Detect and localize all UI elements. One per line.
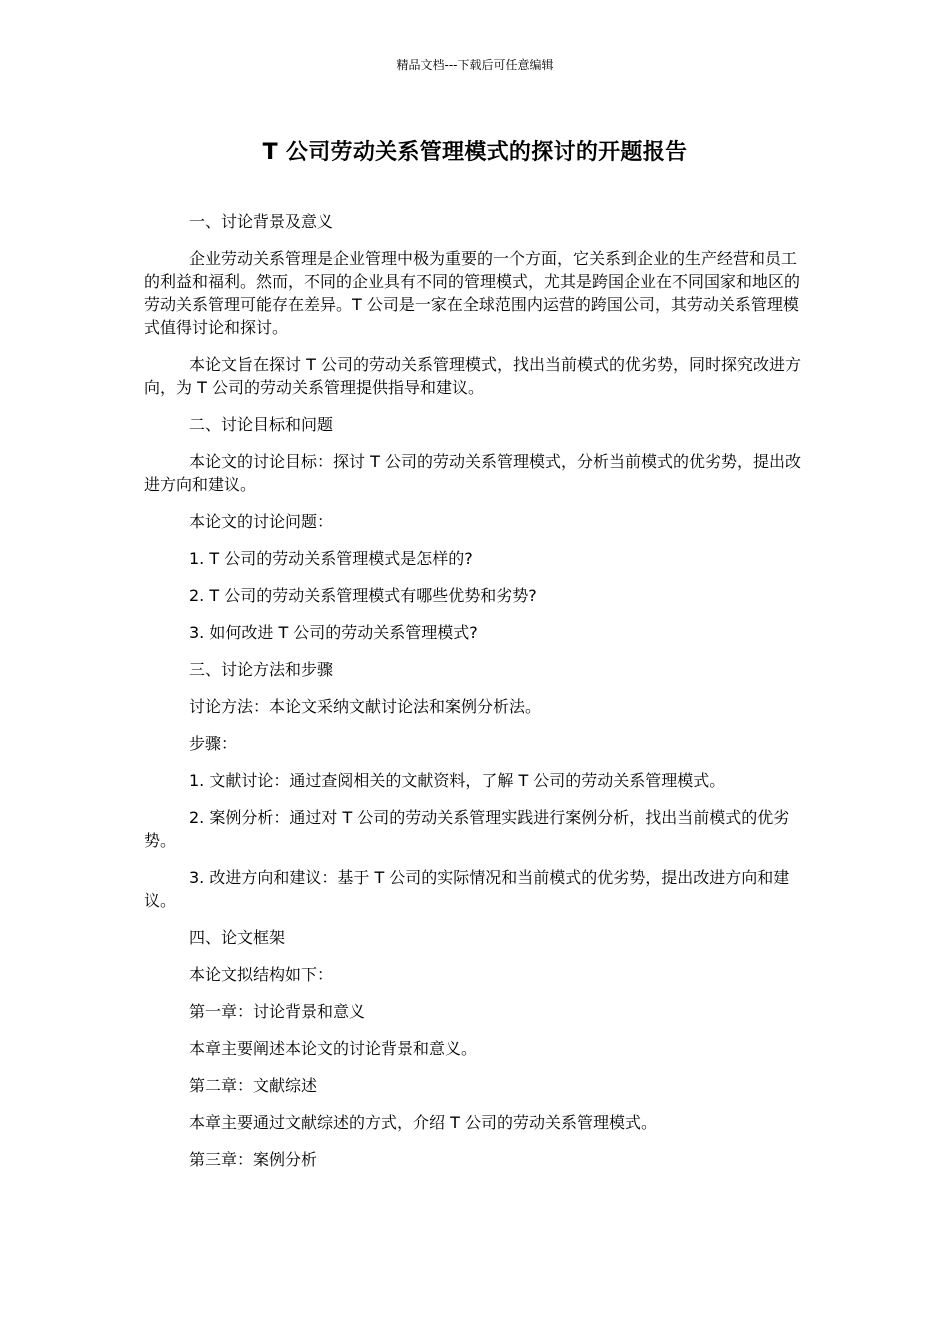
paragraph-methods: 讨论方法：本论文采纳文献讨论法和案例分析法。 (189, 697, 542, 716)
chapter-3-title: 第三章：案例分析 (189, 1150, 318, 1169)
section-heading-framework: 四、论文框架 (189, 928, 286, 947)
page-header: 精品文档---下载后可任意编辑 (396, 58, 554, 72)
section-heading-background: 一、讨论背景及意义 (189, 212, 334, 231)
chapter-2-description: 本章主要通过文献综述的方式，介绍 T 公司的劳动关系管理模式。 (189, 1113, 657, 1132)
list-item-step-3: 3. 改进方向和建议：基于 T 公司的实际情况和当前模式的优劣势，提出改进方向和建议。 (144, 868, 790, 910)
list-item-step-2: 2. 案例分析：通过对 T 公司的劳动关系管理实践进行案例分析，找出当前模式的优劣势。 (144, 808, 790, 850)
paragraph-goals: 本论文的讨论目标：探讨 T 公司的劳动关系管理模式，分析当前模式的优劣势，提出改进方向和建议。 (144, 452, 801, 494)
chapter-1-title: 第一章：讨论背景和意义 (189, 1002, 366, 1021)
chapter-2-title: 第二章：文献综述 (189, 1076, 318, 1095)
document-title: T 公司劳动关系管理模式的探讨的开题报告 (262, 140, 688, 165)
paragraph-background: 企业劳动关系管理是企业管理中极为重要的一个方面，它关系到企业的生产经营和员工的利益和福利。然而，不同的企业具有不同的管理模式，尤其是跨国企业在不同国家和地区的劳动关系管理可能存在差异。T 公司是一家在全球范围内运营的跨国公司，其劳动关系管理模式值得讨论和探讨。 (144, 249, 801, 337)
paragraph-questions-intro: 本论文的讨论问题： (189, 512, 334, 531)
list-item-question-2: 2. T 公司的劳动关系管理模式有哪些优势和劣势? (189, 586, 537, 605)
paragraph-steps-intro: 步骤： (189, 734, 238, 753)
list-item-question-3: 3. 如何改进 T 公司的劳动关系管理模式? (189, 623, 478, 642)
list-item-step-1: 1. 文献讨论：通过查阅相关的文献资料，了解 T 公司的劳动关系管理模式。 (189, 771, 726, 790)
paragraph-framework-intro: 本论文拟结构如下： (189, 965, 334, 984)
paragraph-purpose: 本论文旨在探讨 T 公司的劳动关系管理模式，找出当前模式的优劣势，同时探究改进方向，为 T 公司的劳动关系管理提供指导和建议。 (144, 355, 801, 397)
chapter-1-description: 本章主要阐述本论文的讨论背景和意义。 (189, 1039, 478, 1058)
section-heading-methods: 三、讨论方法和步骤 (189, 660, 334, 679)
list-item-question-1: 1. T 公司的劳动关系管理模式是怎样的? (189, 549, 473, 568)
document-body (144, 210, 808, 1185)
section-heading-goals: 二、讨论目标和问题 (189, 415, 334, 434)
